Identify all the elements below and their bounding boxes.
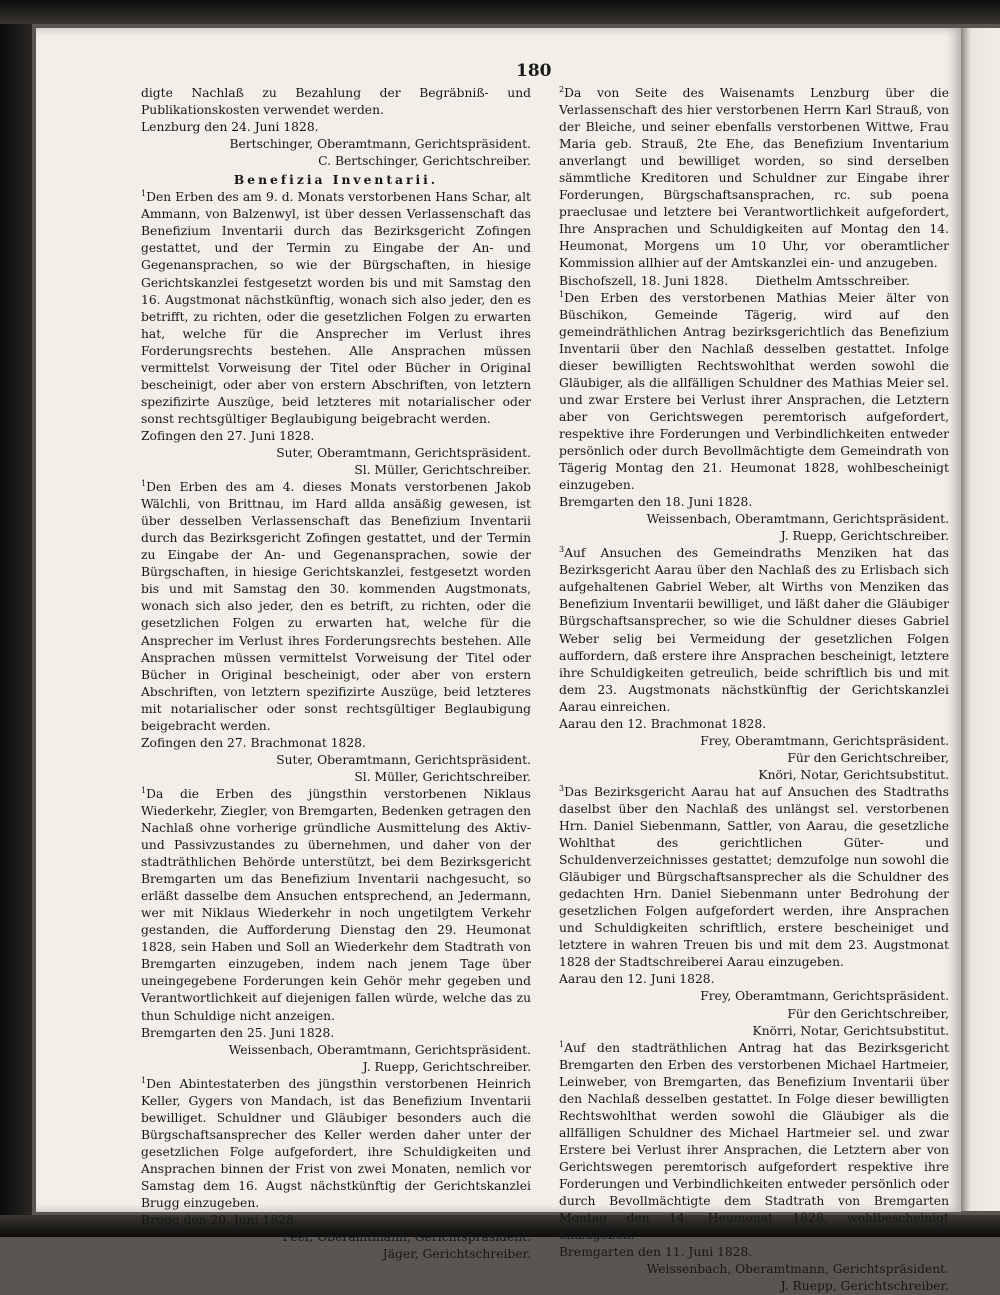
- signature-line: Bertschinger, Oberamtmann, Gerichtspräsident.: [229, 137, 531, 152]
- page-number: 180: [516, 61, 552, 81]
- footnote-mark: 1: [559, 289, 565, 299]
- facing-page-edge: [958, 28, 1000, 1211]
- notice-text: Da von Seite des Waisenamts Lenzburg über die Verlassenschaft des hier verstorbenen Herrn Karl Strauß, von der Bleiche, und seiner ebenfalls verstorbenen Wittwe, Frau Maria geb. Strauß, 2te Ehe, das Benefizium Inventarium anverlangt und bewilliget worden, so sind derselben sämmtliche Kreditoren und Schuldner zur Eingabe ihrer Forderungen, Bürgschaftsansprachen, rc. sub poena praeclusae und letztere bei Verantwortlichkeit aufgefordert, Ihre Ansprachen und Schuldigkeiten auf Montag den 14. Heumonat, Morgens um 10 Uhr, vor oberamtlicher Kommission allhier auf der Amtskanzlei ein- und anzugeben.: [559, 86, 949, 271]
- newspaper-page: [36, 28, 961, 1294]
- notice-paragraph: [559, 290, 949, 495]
- signature-line: J. Ruepp, Gerichtschreiber.: [780, 529, 949, 544]
- footnote-mark: 3: [559, 783, 565, 793]
- notice-text: Den Abintestaterben des jüngsthin verstorbenen Heinrich Keller, Gygers von Mandach, ist das Benefizium Inventarii bewilliget. Schuldner und Gläubiger besonders auch die Bürgschaftsansprecher des Keller werden daher unter der gesetzlichen Folge aufgefordert, ihre Schuldigkeiten und Ansprachen binnen der Frist von zwei Monaten, nemlich vor Samstag dem 16. Augst nächstkünftig der Gerichtskanzlei Brugg einzugeben.: [141, 1076, 531, 1211]
- scan-top-edge: [0, 0, 1000, 24]
- notice-paragraph: [141, 786, 531, 1025]
- notice-paragraph: [559, 784, 949, 972]
- signature-line: Feer, Oberamtmann, Gerichtspräsident.: [282, 1230, 531, 1245]
- right-column: [559, 85, 949, 1295]
- footnote-mark: 1: [559, 1039, 565, 1049]
- signature-line: Sl. Müller, Gerichtschreiber.: [354, 463, 531, 478]
- signature-line: Jäger, Gerichtschreiber.: [382, 1247, 531, 1262]
- signature-line: Knörri, Notar, Gerichtsubstitut.: [752, 1023, 949, 1038]
- signature-line: Für den Gerichtschreiber,: [787, 750, 949, 765]
- place-date: Bremgarten den 25. Juni 1828.: [141, 1025, 335, 1040]
- place-date: Bischofszell, 18. Juni 1828.: [559, 273, 729, 288]
- left-column: [141, 85, 531, 1263]
- place-date: Zofingen den 27. Juni 1828.: [141, 428, 315, 443]
- continued-text: digte Nachlaß zu Bezahlung der Begräbniß- und Publikationskosten verwendet werden.: [141, 86, 531, 118]
- signature-line: Sl. Müller, Gerichtschreiber.: [354, 769, 531, 784]
- signature-line: Weissenbach, Oberamtmann, Gerichtspräsident.: [646, 512, 949, 527]
- signature-line: Frey, Oberamtmann, Gerichtspräsident.: [700, 733, 949, 748]
- notice-text: Das Bezirksgericht Aarau hat auf Ansuchen des Stadtraths daselbst über den Nachlaß des unlängst sel. verstorbenen Hrn. Daniel Siebenmann, Sattler, von Aarau, die gesetzliche Wohlthat des gerichtlichen Güter- und Schuldenverzeichnisses gestattet; demzufolge nun sowohl die Gläubiger und Bürgschaftsansprecher als die Schuldner des gedachten Hrn. Daniel Siebenmann unter Bedrohung der gesetzlichen Folgen aufgefordert werden, ihre Ansprachen und Schuldigkeiten schriftlich, erstere bescheiniget und letztere in wahren Treuen bis und mit dem 23. Augstmonat 1828 der Stadtschreiberei Aarau einzugeben.: [559, 784, 949, 970]
- notice-paragraph: [559, 85, 949, 273]
- footnote-mark: 2: [559, 84, 565, 94]
- signature-line: J. Ruepp, Gerichtschreiber.: [362, 1059, 531, 1074]
- place-date: Bremgarten den 11. Juni 1828.: [559, 1245, 753, 1260]
- signature-line: Suter, Oberamtmann, Gerichtspräsident.: [276, 445, 531, 460]
- place-date: Lenzburg den 24. Juni 1828.: [141, 120, 319, 135]
- place-date-with-signature: [559, 273, 949, 290]
- footnote-mark: 1: [141, 1075, 147, 1085]
- scan-left-edge: [0, 0, 32, 1237]
- notice-text: Auf Ansuchen des Gemeindraths Menziken hat das Bezirksgericht Aarau über den Nachlaß des zu Erlisbach sich aufgehaltenen Gabriel Weber, alt Wirths von Menziken das Benefizium Inventarii bewilliget, und läßt daher die Gläubiger Bürgschaftsansprecher, so wie die Schuldner dieses Gabriel Weber selig bei Vermeidung der gesetzlichen Folgen auffordern, daß erstere ihre Ansprachen bescheinigt, letztere ihre Schuldigkeiten getreulich, beide schriftlich bis und mit dem 23. Augstmonats nächstkünftig der Gerichtskanzlei Aarau einreichen.: [559, 546, 949, 714]
- place-date: Brugg den 20. Juni 1828.: [141, 1213, 298, 1228]
- place-date: Bremgarten den 18. Juni 1828.: [559, 495, 753, 510]
- notice-paragraph: [559, 1040, 949, 1245]
- place-date: Zofingen den 27. Brachmonat 1828.: [141, 735, 366, 750]
- signature-line: C. Bertschinger, Gerichtschreiber.: [318, 154, 531, 169]
- footnote-mark: 3: [559, 545, 565, 555]
- notice-text: Den Erben des am 4. dieses Monats verstorbenen Jakob Wälchli, von Brittnau, im Hard allda ansäßig gewesen, ist über desselben Verlassenschaft das Benefizium Inventarii durch das Bezirksgericht Zofingen gestattet, und der Termin zu Eingabe der An- und Gegenansprachen, sowie der Bürgschaften, in hiesige Gerichtskanzlei, festgesetzt worden bis und mit Samstag den 30. kommenden Augstmonats, wonach sich also jeder, den es betrift, zu richten, oder die gesetzlichen Folgen zu erwarten hat, welche für die Ansprecher im Verlust ihres Forderungsrechts bestehen. Alle Ansprachen müssen vermittelst Vorweisung der Titel oder Bücher in Original bescheinigt, oder aber von erstern Abschriften, von letztern spezifizirte Auszüge, beid letzteres mit notarialischer oder sonst rechtsgültiger Beglaubigung beigebracht werden.: [141, 480, 531, 733]
- signature-line: Weissenbach, Oberamtmann, Gerichtspräsident.: [228, 1042, 531, 1057]
- notice-text: Da die Erben des jüngsthin verstorbenen Niklaus Wiederkehr, Ziegler, von Bremgarten, Bedenken getragen den Nachlaß ohne vorherige gründliche Ausmittelung des Aktiv- und Passivzustandes zu übernehmen, und daher von der stadträthlichen Behörde unterstützt, bei dem Bezirksgericht Bremgarten um das Benefizium Inventarii nachgesucht, so erläßt dasselbe dem Ansuchen entsprechend, an Jedermann, wer mit Niklaus Wiederkehr in noch ungetilgtem Verkehr gestanden, die Aufforderung Dienstag den 29. Heumonat 1828, sein Haben und Soll an Wiederkehr dem Stadtrath von Bremgarten einzugeben, indem nach jenem Tage über uneingegebene Forderungen kein Gehör mehr gegeben und Verantwortlichkeit auf diejenigen fallen würde, welche das zu thun Schuldige nicht anzeigen.: [141, 786, 531, 1023]
- signature-line: Frey, Oberamtmann, Gerichtspräsident.: [700, 989, 949, 1004]
- notice-paragraph: [559, 545, 949, 715]
- signature-line: Weissenbach, Oberamtmann, Gerichtspräsident.: [646, 1262, 949, 1277]
- section-heading: Benefizia Inventarii.: [233, 172, 439, 188]
- footnote-mark: 1: [141, 785, 147, 795]
- place-date: Aarau den 12. Brachmonat 1828.: [559, 716, 767, 731]
- notice-text: Den Erben des verstorbenen Mathias Meier älter von Büschikon, Gemeinde Tägerig, wird auf den gemeindräthlichen Antrag bezirksgerichtlich das Benefizium Inventarii über den Nachlaß desselben gestattet. Infolge dieser bewilligten Rechtswohlthat werden sowohl die Gläubiger, als die allfälligen Schuldner des Mathias Meier sel. und zwar Erstere bei Verlust ihrer Ansprachen, die Letztern aber von Gerichtswegen peremtorisch aufgefordert, respektive ihre Forderungen und Verbindlichkeiten entweder persönlich oder durch Bevollmächtigte dem Gemeindrath von Tägerig Montag den 21. Heumonat 1828, wohlbescheinigt einzugeben.: [559, 290, 949, 493]
- place-date: Aarau den 12. Juni 1828.: [559, 972, 715, 987]
- signature-line: Für den Gerichtschreiber,: [787, 1006, 949, 1021]
- notice-text: Auf den stadträthlichen Antrag hat das Bezirksgericht Bremgarten den Erben des verstorbenen Michael Hartmeier, Leinweber, von Bremgarten, das Benefizium Inventarii über den Nachlaß desselben gestattet. In Folge dieser bewilligten Rechtswohlthat werden sowohl die Gläubiger als die allfälligen Schuldner des Michael Hartmeier sel. und zwar Erstere bei Verlust ihrer Ansprachen, die Letztern aber von Gerichtswegen peremtorisch aufgefordert respektive ihre Forderungen und Verbindlichkeiten entweder persönlich oder durch Bevollmächtigte dem Stadtrath von Bremgarten Montag den 14. Heumonat 1828, wohlbescheinigt einzugeben.: [559, 1040, 949, 1243]
- signature-line: Knöri, Notar, Gerichtsubstitut.: [758, 767, 949, 782]
- notice-paragraph: [141, 479, 531, 735]
- signature-line: Suter, Oberamtmann, Gerichtspräsident.: [276, 752, 531, 767]
- footnote-mark: 1: [141, 478, 147, 488]
- notice-text: Den Erben des am 9. d. Monats verstorbenen Hans Schar, alt Ammann, von Balzenwyl, ist über dessen Verlassenschaft das Benefizium Inventarii durch das Bezirksgericht Zofingen gestattet, und der Termin zu Eingabe der An- und Gegenansprachen, so wie der Bürgschaften, in hiesige Gerichtskanzlei festgesetzt worden bis und mit Samstag den 16. Augstmonat nächstkünftig, wonach sich also jeder, den es betrifft, zu richten, oder die gesetzlichen Folgen zu erwarten hat, welche für die Ansprecher im Verlust ihres Forderungsrechts bestehen. Alle Ansprachen müssen vermittelst Vorweisung der Titel oder Bücher in Original bescheinigt, oder aber von erstern Abschriften, von letztern spezifizirte Auszüge, beid letzteres mit notarialischer oder sonst rechtsgültiger Beglaubigung beigebracht werden.: [141, 190, 531, 426]
- footnote-mark: 1: [141, 189, 147, 199]
- signature-line: J. Ruepp, Gerichtschreiber.: [780, 1279, 949, 1294]
- notice-paragraph: [141, 189, 531, 428]
- notice-paragraph: [141, 1076, 531, 1212]
- signature-inline: Diethelm Amtsschreiber.: [755, 273, 910, 288]
